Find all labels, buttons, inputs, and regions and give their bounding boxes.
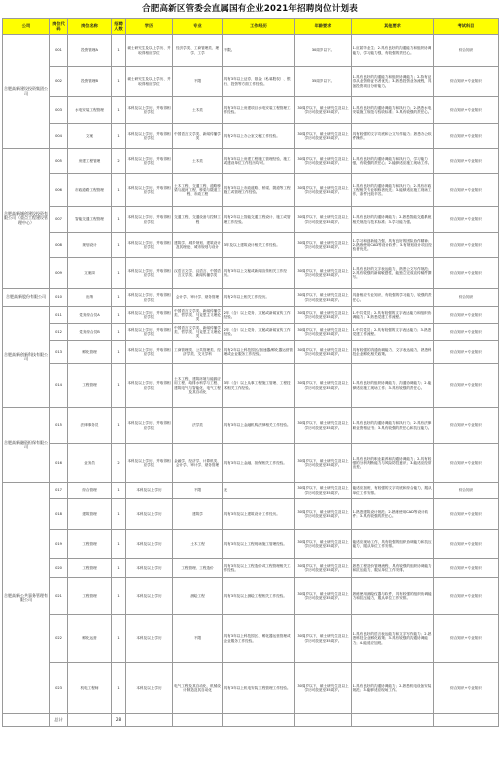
count: 1: [112, 207, 126, 233]
table-row: [3, 530, 499, 559]
table-row: [3, 324, 499, 341]
experience: 具有3年以上文秘或新闻宣传相关工作经历。: [223, 258, 295, 289]
total-blank: [68, 714, 112, 727]
major: 不限: [173, 67, 223, 97]
position-name: 出纳: [68, 289, 112, 307]
exam-subject: 综合知识+专业知识: [434, 149, 499, 174]
education: 本科及以上学历、并取得相应学位: [126, 444, 173, 483]
experience: 不限。: [223, 35, 295, 67]
header-education: 学历: [126, 19, 173, 35]
position-name: 文案: [68, 124, 112, 149]
other-requirement: 1.具有良好的语言表达能力和文字写作能力；2.熟悉科技企业孵化政策；3.具有较强的沟通协调能力；4.能适应加班。: [352, 615, 434, 663]
education: 本科及以上学历、并取得相应学位: [126, 364, 173, 408]
count: 1: [112, 174, 126, 207]
education: 本科及以上学历: [126, 499, 173, 530]
position-name: 党务综合员B: [68, 324, 112, 341]
major: 测绘工程: [173, 578, 223, 615]
header-count: 招聘人数: [112, 19, 126, 35]
exam-subject: 综合知识: [434, 289, 499, 307]
other-requirement: 1.具有良好的沟通协调能力和执行力；2.具有法律职业资格证书；3.具有较强的责任心和抗压能力。: [352, 408, 434, 444]
code: 021: [50, 578, 68, 615]
position-name: 工程管理: [68, 559, 112, 578]
exam-subject: 综合知识+专业知识: [434, 559, 499, 578]
position-name: 工程管理: [68, 364, 112, 408]
code: 012: [50, 324, 68, 341]
header-row: [3, 19, 499, 35]
major: 汉语言文学、汉语言、中国语言文学类、新闻传播学类: [173, 258, 223, 289]
education: 本科及以上学历、并取得相应学位: [126, 207, 173, 233]
major: 土木工程、交通工程、道路桥梁与渡河工程、桥梁与隧道工程、市政工程: [173, 174, 223, 207]
other-requirement: 能适应加班、有较强的文字功底和综合能力，服从单位工作安排。: [352, 483, 434, 499]
education: 本科及以上学历: [126, 615, 173, 663]
other-requirement: 1.熟悉建筑设计规范；2.熟练使用CAD等设计软件；3.具有较强的责任心。: [352, 499, 434, 530]
education: 本科及以上学历: [126, 483, 173, 499]
exam-subject: 综合知识+专业知识: [434, 324, 499, 341]
header-major: 专业: [173, 19, 223, 35]
code: 017: [50, 483, 68, 499]
position-name: 机电工程师: [68, 663, 112, 714]
exam-subject: 综合知识+专业知识: [434, 408, 499, 444]
exam-subject: 综合知识+专业知识: [434, 444, 499, 483]
table-row: [3, 35, 499, 67]
experience: 具有3年及以上测绘工程相关工作经验。: [223, 578, 295, 615]
education: 本科及以上学历、并取得相应学位: [126, 289, 173, 307]
count: 1: [112, 408, 126, 444]
count: 1: [112, 97, 126, 124]
other-requirement: 熟练使用测绘仪器与软件，具有较强的组织协调能力和抗压能力，服从单位工作安排。: [352, 578, 434, 615]
age-requirement: 30周岁以下，硕士研究生及以上学历可放宽至35周岁。: [295, 324, 352, 341]
other-requirement: 1.具有良好的沟通协调能力和执行力；2.熟悉水电安装施工规范与验收标准；3.具有较强的责任心。: [352, 97, 434, 124]
company-name: 合肥高新建设投资集团公司: [3, 35, 50, 149]
major: 中国语言文学类、新闻传播学类、哲学类、马克思主义理论类: [173, 324, 223, 341]
count: 1: [112, 364, 126, 408]
other-requirement: 1.具有良好的文字表达能力，熟悉公文写作规范；2.具有较强的新闻敏感性，能独立完成宣传稿件撰写。: [352, 258, 434, 289]
age-requirement: 30周岁以下，硕士研究生及以上学历可放宽至35周岁。: [295, 578, 352, 615]
table-row: [3, 289, 499, 307]
exam-subject: 综合知识: [434, 35, 499, 67]
header-code: 岗位代码: [50, 19, 68, 35]
education: 本科及以上学历、并取得相应学位: [126, 124, 173, 149]
code: 008: [50, 233, 68, 258]
experience: 具有3年以上房建项目水电安装工程管理工作经验。: [223, 97, 295, 124]
age-requirement: 30周岁以下，硕士研究生及以上学历可放宽至35周岁。: [295, 341, 352, 364]
other-requirement: 1.具有良好的沟通协调能力和执行力，学习能力强，有较强的责任心；2.能够适应施工现场工作。: [352, 149, 434, 174]
age-requirement: 30周岁以下，硕士研究生及以上学历可放宽至35周岁。: [295, 530, 352, 559]
company-name: 合肥高新创新科技有限公司: [3, 307, 50, 408]
experience: 具有3年及以上工程现场施工管理经验。: [223, 530, 295, 559]
recruitment-table: [2, 18, 499, 727]
other-requirement: 1.学习和创新能力强，具有良好的团队协作精神；2.熟练使用CAD等设计软件；3.有规划设计项目经验者优先。: [352, 233, 434, 258]
count: 1: [112, 341, 126, 364]
count: 1: [112, 578, 126, 615]
code: 013: [50, 341, 68, 364]
table-row: [3, 307, 499, 324]
age-requirement: 30周岁以下，硕士研究生及以上学历可放宽至35周岁。: [295, 233, 352, 258]
education: 本科及以上学历、并取得相应学位: [126, 307, 173, 324]
count: 1: [112, 258, 126, 289]
experience: 2年（含）以上党务、文秘或新闻宣传工作经验。: [223, 307, 295, 324]
exam-subject: 综合知识+专业知识: [434, 174, 499, 207]
age-requirement: 30周岁以下，硕士研究生及以上学历可放宽至35周岁。: [295, 483, 352, 499]
other-requirement: 1.应届毕业生；2.具有良好的沟通能力和组织协调能力，学习能力强，有较强的责任心。: [352, 35, 434, 67]
exam-subject: 综合知识+专业知识: [434, 233, 499, 258]
age-requirement: 30周岁以下，硕士研究生及以上学历可放宽至35周岁。: [295, 124, 352, 149]
experience: 3年及以上建筑设计相关工作经验。: [223, 233, 295, 258]
other-requirement: 1.具有良好的沟通协调能力和执行力；2.具有市政工程相关专业职称者优先；3.能够适应施工现场工作，条件比较辛苦。: [352, 174, 434, 207]
table-row: [3, 499, 499, 530]
experience: 具有2年以上相关工作经历。: [223, 289, 295, 307]
experience: 具有2年以上科技园区/加速器/孵化器运营管理或企业服务工作经验。: [223, 341, 295, 364]
table-row: [3, 233, 499, 258]
code: 011: [50, 307, 68, 324]
major: 金融学、经济学、计算机类、会计学、审计学、财务管理: [173, 444, 223, 483]
total-blank: [295, 714, 352, 727]
education: 本科及以上学历、并取得相应学位: [126, 324, 173, 341]
table-row: [3, 559, 499, 578]
count: 1: [112, 615, 126, 663]
age-requirement: 30周岁以下，硕士研究生及以上学历可放宽至35周岁。: [295, 149, 352, 174]
count: 2: [112, 444, 126, 483]
education: 本科及以上学历: [126, 530, 173, 559]
table-row: [3, 578, 499, 615]
total-label: 总计: [50, 714, 68, 727]
count: 1: [112, 483, 126, 499]
major: 电气工程及其自动化、机械设计制造及其自动化: [173, 663, 223, 714]
count: 1: [112, 499, 126, 530]
major: 交通工程、交通设备与控制工程: [173, 207, 223, 233]
table-row: [3, 408, 499, 444]
experience: 具有3年及以上建筑设计工作经历。: [223, 499, 295, 530]
total-count: 28: [112, 714, 126, 727]
age-requirement: 30周岁以下，硕士研究生及以上学历可放宽至35周岁。: [295, 615, 352, 663]
education: 本科及以上学历: [126, 578, 173, 615]
experience: 具有3年以上金融机构法律相关工作经验。: [223, 408, 295, 444]
experience: 具有3年以上科技园区、孵化器运营管理或企业服务工作经验。: [223, 615, 295, 663]
position-name: 法律事务员: [68, 408, 112, 444]
position-name: 投资管理B: [68, 67, 112, 97]
exam-subject: 综合知识: [434, 483, 499, 499]
age-requirement: 30周岁以下，硕士研究生及以上学历可放宽至35周岁。: [295, 499, 352, 530]
code: 016: [50, 444, 68, 483]
table-row: [3, 364, 499, 408]
experience: 具有3年以上机电安装工程管理工作经验。: [223, 663, 295, 714]
other-requirement: 1.具有良好的职业素养和沟通协调能力；2.具有较强的分析判断能力与风险防控意识；3.能适应经常出差。: [352, 444, 434, 483]
exam-subject: 综合知识+专业知识: [434, 124, 499, 149]
exam-subject: 综合知识+专业知识: [434, 341, 499, 364]
total-blank: [3, 714, 50, 727]
age-requirement: 30周岁以下，硕士研究生及以上学历可放宽至35周岁。: [295, 364, 352, 408]
age-requirement: 30周岁以下，硕士研究生及以上学历可放宽至35周岁。: [295, 97, 352, 124]
experience: 无: [223, 483, 295, 499]
education: 本科及以上学历、并取得相应学位: [126, 258, 173, 289]
education: 本科及以上学历、并取得相应学位: [126, 97, 173, 124]
exam-subject: 综合知识+专业知识: [434, 578, 499, 615]
major: 土木类: [173, 97, 223, 124]
code: 002: [50, 67, 68, 97]
age-requirement: 30周岁以下。: [295, 35, 352, 67]
table-row: [3, 483, 499, 499]
exam-subject: 综合知识+专业知识: [434, 530, 499, 559]
age-requirement: 30周岁以下，硕士研究生及以上学历可放宽至35周岁。: [295, 559, 352, 578]
position-name: 市政道路工程管理: [68, 174, 112, 207]
code: 001: [50, 35, 68, 67]
education: 硕士研究生及以上学历、并取得相应学位: [126, 67, 173, 97]
other-requirement: 1.具有良好的沟通能力和组织协调能力；2.持有证券从业资格证书者优先；3.熟悉投资业务流程，具备投资项目分析能力。: [352, 67, 434, 97]
header-position: 岗位名称: [68, 19, 112, 35]
other-requirement: 能适应现场工作，具有较强的组织协调能力和抗压能力，服从单位工作安排。: [352, 530, 434, 559]
education: 本科及以上学历、并取得相应学位: [126, 341, 173, 364]
major: 土木工程、建筑环境与能源应用工程、给排水科学与工程、建筑电气与智能化、电气工程及其自动化: [173, 364, 223, 408]
count: 1: [112, 35, 126, 67]
age-requirement: 30周岁以下，硕士研究生及以上学历可放宽至35周岁。: [295, 207, 352, 233]
count: 1: [112, 124, 126, 149]
count: 1: [112, 307, 126, 324]
exam-subject: 综合知识+专业知识: [434, 307, 499, 324]
company-name: 合肥高新融资担保有限公司: [3, 408, 50, 483]
position-name: 智能交通工程管理: [68, 207, 112, 233]
experience: 具有3年以上市政道路、桥梁、隧道等工程施工或管理工作经验。: [223, 174, 295, 207]
count: 1: [112, 289, 126, 307]
position-name: 党务综合员A: [68, 307, 112, 324]
exam-subject: 综合知识+专业知识: [434, 97, 499, 124]
major: 土木类: [173, 149, 223, 174]
age-requirement: 30周岁以下，硕士研究生及以上学历可放宽至35周岁。: [295, 408, 352, 444]
experience: 具有3年以上证券、基金（私募股权）、银行、投资等方面工作经验。: [223, 67, 295, 97]
age-requirement: 30周岁以下，硕士研究生及以上学历可放宽至35周岁。: [295, 444, 352, 483]
exam-subject: 综合知识+专业知识: [434, 663, 499, 714]
major: 中国语言文学类、新闻传播学类、哲学类、马克思主义理论类: [173, 307, 223, 324]
code: 018: [50, 499, 68, 530]
code: 015: [50, 408, 68, 444]
major: 建筑学: [173, 499, 223, 530]
position-name: 文案岗: [68, 258, 112, 289]
exam-subject: 综合知识+专业知识: [434, 258, 499, 289]
experience: 具有3年以上金融、担保相关工作经验。: [223, 444, 295, 483]
count: 1: [112, 559, 126, 578]
header-company: 公司: [3, 19, 50, 35]
experience: 具有3年以上房建工程施工管理经验，施工或建设单位工作经历均可。: [223, 149, 295, 174]
count: 1: [112, 324, 126, 341]
table-row: [3, 444, 499, 483]
table-row: [3, 663, 499, 714]
code: 003: [50, 97, 68, 124]
age-requirement: 30周岁以下，硕士研究生及以上学历可放宽至35周岁。: [295, 258, 352, 289]
experience: 具有3年及以上工程造价或工程管理相关工作经验。: [223, 559, 295, 578]
major: 工程管理、工程造价: [173, 559, 223, 578]
education: 本科及以上学历、并取得相应学位: [126, 233, 173, 258]
code: 009: [50, 258, 68, 289]
position-name: 水电安装工程管理: [68, 97, 112, 124]
education: 硕士研究生及以上学历、并取得相应学位: [126, 35, 173, 67]
count: 1: [112, 233, 126, 258]
table-row: [3, 615, 499, 663]
code: 022: [50, 615, 68, 663]
total-blank: [126, 714, 173, 727]
company-name: 合肥高新公共事务管理有限公司: [3, 483, 50, 714]
education: 本科及以上学历、并取得相应学位: [126, 149, 173, 174]
count: 1: [112, 663, 126, 714]
position-name: 孵化运营: [68, 615, 112, 663]
table-row: [3, 258, 499, 289]
header-age: 年龄要求: [295, 19, 352, 35]
total-blank: [352, 714, 434, 727]
table-row: [3, 174, 499, 207]
position-name: 工程管理: [68, 530, 112, 559]
count: 1: [112, 530, 126, 559]
other-requirement: 1.具有良好的组织协调能力、沟通协调能力；2.能够适应施工现场工作；3.具有较强的责任心。: [352, 364, 434, 408]
company-name: 合肥高新城创建设投资有限公司（重点工程建设管理中心）: [3, 149, 50, 289]
exam-subject: 综合知识+专业知识: [434, 207, 499, 233]
table-row: [3, 67, 499, 97]
position-name: 房建工程管理: [68, 149, 112, 174]
major: 工商管理类、公共管理类、经济学类、交叉学科: [173, 341, 223, 364]
age-requirement: 35周岁以下。: [295, 67, 352, 97]
major: 会计学、审计学、财务管理: [173, 289, 223, 307]
position-name: 孵化管理: [68, 341, 112, 364]
position-name: 工程管理: [68, 578, 112, 615]
experience: 3年（含）以上从事工程施工管理、工程技术相关工作经验。: [223, 364, 295, 408]
major: 建筑学、城乡规划、建筑设计及其理论、城市规划与设计: [173, 233, 223, 258]
experience: 具有2年以上智能交通工程设计、施工或管理工作经验。: [223, 207, 295, 233]
experience: 2年（含）以上党务、文秘或新闻宣传工作经验。: [223, 324, 295, 341]
total-blank: [223, 714, 295, 727]
table-row: [3, 97, 499, 124]
major: 不限: [173, 615, 223, 663]
age-requirement: 30周岁以下，硕士研究生及以上学历可放宽至35周岁。: [295, 174, 352, 207]
education: 本科及以上学历: [126, 559, 173, 578]
count: 2: [112, 149, 126, 174]
code: 006: [50, 174, 68, 207]
exam-subject: 综合知识+专业知识: [434, 364, 499, 408]
company-name: 合肥高新股份有限公司: [3, 289, 50, 307]
major: 不限: [173, 483, 223, 499]
position-name: 规划设计: [68, 233, 112, 258]
code: 019: [50, 530, 68, 559]
education: 本科及以上学历、并取得相应学位: [126, 408, 173, 444]
position-name: 业务员: [68, 444, 112, 483]
total-row: [3, 714, 499, 727]
other-requirement: 1.具有良好的沟通协调能力；2.熟悉机电设备安装规范；3.能够适应现场工作。: [352, 663, 434, 714]
table-row: [3, 124, 499, 149]
age-requirement: 30周岁以下，硕士研究生及以上学历可放宽至35周岁。: [295, 663, 352, 714]
education: 本科及以上学历、并取得相应学位: [126, 174, 173, 207]
code: 020: [50, 559, 68, 578]
code: 023: [50, 663, 68, 714]
exam-subject: 综合知识+专业知识: [434, 67, 499, 97]
header-exam: 考试科目: [434, 19, 499, 35]
major: 中国语言文学类、新闻传播学类: [173, 124, 223, 149]
other-requirement: 具有较强的沟通协调能力、文字表达能力，熟悉科技企业孵化相关政策。: [352, 341, 434, 364]
header-experience: 工作经历: [223, 19, 295, 35]
other-requirement: 具有较强的文字功底和公文写作能力；熟悉办公软件操作。: [352, 124, 434, 149]
total-blank: [434, 714, 499, 727]
exam-subject: 综合知识+专业知识: [434, 499, 499, 530]
code: 004: [50, 124, 68, 149]
code: 005: [50, 149, 68, 174]
table-row: [3, 149, 499, 174]
other-requirement: 熟悉工程造价管理流程，具有较强的组织协调能力和抗压能力，服从单位工作安排。: [352, 559, 434, 578]
other-requirement: 具备相应专业知识，有较强的学习能力，较强的责任心。: [352, 289, 434, 307]
page-title: 合肥高新区管委会直属国有企业2021年招聘岗位计划表: [142, 4, 358, 14]
table-row: [3, 341, 499, 364]
code: 007: [50, 207, 68, 233]
code: 014: [50, 364, 68, 408]
count: 1: [112, 67, 126, 97]
major: 土木工程: [173, 530, 223, 559]
exam-subject: 综合知识+专业知识: [434, 615, 499, 663]
major: 经济学类、工商管理类、理学、工学: [173, 35, 223, 67]
total-blank: [173, 714, 223, 727]
code: 010: [50, 289, 68, 307]
other-requirement: 1.中共党员；2.具有较强的文字表达能力和组织协调能力；3.熟悉党建工作流程。: [352, 307, 434, 324]
other-requirement: 1.中共党员；2.具有较强的文字表达能力；3.熟悉党建工作流程。: [352, 324, 434, 341]
header-other: 其他要求: [352, 19, 434, 35]
position-name: 建筑管理: [68, 499, 112, 530]
table-row: [3, 207, 499, 233]
education: 本科及以上学历: [126, 663, 173, 714]
age-requirement: 30周岁以下，硕士研究生及以上学历可放宽至35周岁。: [295, 289, 352, 307]
age-requirement: 30周岁以下，硕士研究生及以上学历可放宽至35周岁。: [295, 307, 352, 324]
major: 法学类: [173, 408, 223, 444]
experience: 具有2年以上办公室文秘工作经验。: [223, 124, 295, 149]
other-requirement: 1.具有良好的沟通协调能力；2.熟悉智能交通系统相关规范与技术标准；3.学习能力强。: [352, 207, 434, 233]
position-name: 综合管理: [68, 483, 112, 499]
position-name: 投资管理A: [68, 35, 112, 67]
